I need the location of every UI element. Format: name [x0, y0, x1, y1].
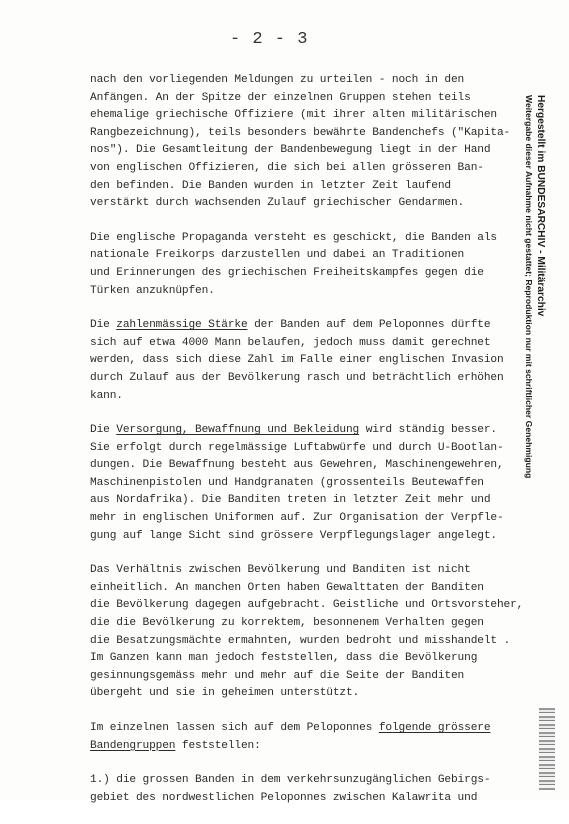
text-segment: ehemalige griechische Offiziere (mit ihrer alten militärischen — [90, 109, 497, 122]
text-line — [90, 388, 520, 406]
text-segment: die die Bevölkerung zu korrektem, besonnenem Verhalten gegen — [90, 617, 484, 630]
text-segment: und Erinnerungen des griechischen Freiheitskampfes gegen die — [90, 266, 484, 279]
text-line — [90, 685, 520, 703]
text-segment: von englischen Offizieren, die sich bei allen grösseren Ban- — [90, 161, 484, 174]
archive-stamp-line-1: Hergestellt im BUNDESARCHIV - Militärarchiv — [535, 95, 546, 317]
text-segment: der Banden auf dem Peloponnes dürfte — [247, 319, 491, 332]
text-segment: mehr in englischen Uniformen auf. Zur Organisation der Verpfle- — [90, 512, 504, 525]
text-line — [90, 597, 524, 615]
archive-stamp — [523, 95, 557, 685]
text-segment: gesinnungsgemäss mehr und mehr auf die Seite der Banditen — [90, 669, 465, 682]
edge-barcode-mark — [539, 708, 555, 790]
text-segment: wird ständig besser. — [359, 424, 497, 437]
text-line — [90, 335, 520, 353]
text-segment: dungen. Die Bewaffnung besteht aus Gewehren, Maschinengewehren, — [90, 459, 504, 472]
text-line — [90, 457, 520, 475]
paragraph — [90, 720, 520, 755]
paragraph — [90, 562, 524, 703]
text-segment: übergeht und sie in geheimen unterstützt. — [90, 687, 360, 700]
text-segment: nationale Freikorps darzustellen und dabei an Traditionen — [90, 249, 465, 262]
text-line — [90, 633, 520, 651]
text-line — [90, 772, 520, 790]
text-line — [90, 90, 520, 108]
text-line — [90, 440, 520, 458]
underlined-phrase: zahlenmässige Stärke — [116, 319, 248, 332]
text-segment: verstärkt durch wachsenden Zulauf griechischer Gendarmen. — [90, 197, 465, 210]
text-segment: feststellen: — [175, 739, 261, 752]
text-segment: sich auf etwa 4000 Mann belaufen, jedoch muss damit gerechnet — [90, 336, 491, 349]
text-segment: gebiet des nordwestlichen Peloponnes zwischen Kalawrita und — [90, 791, 478, 804]
text-line — [90, 650, 520, 668]
text-line — [90, 125, 520, 143]
text-line — [90, 178, 520, 196]
text-segment: den befinden. Die Banden wurden in letzter Zeit laufend — [90, 179, 451, 192]
paragraph — [90, 772, 520, 807]
text-segment: nos"). Die Gesamtleitung der Bandenbewegung liegt in der Hand — [90, 144, 491, 157]
text-line — [90, 510, 520, 528]
text-segment: aus Nordafrika). Die Banditen treten in letzter Zeit mehr und — [90, 494, 491, 507]
text-segment: Sie erfolgt durch regelmässige Luftabwürfe und durch U-Bootlan- — [90, 441, 504, 454]
text-segment: Die — [90, 319, 117, 332]
text-line — [90, 265, 520, 283]
text-segment: Das Verhältnis zwischen Bevölkerung und Banditen ist nicht — [90, 564, 471, 577]
text-segment: werden, dass sich diese Zahl im Falle einer englischen Invasion — [90, 354, 504, 367]
document-body — [90, 72, 524, 824]
text-segment: Anfängen. An der Spitze der einzelnen Gruppen stehen teils — [90, 91, 471, 104]
text-segment: Die — [90, 424, 117, 437]
text-segment: Im einzelnen lassen sich auf dem Peloponnes — [90, 722, 379, 734]
text-segment: durch Zulauf aus der Bevölkerung rasch und beträchtlich erhöhen — [90, 371, 504, 384]
text-line — [90, 142, 520, 160]
paragraph — [90, 422, 520, 545]
text-segment: Rangbezeichnung), teils besonders bewährte Bandenchefs ("Kapita- — [90, 126, 511, 139]
text-line — [90, 580, 520, 598]
text-segment: die Besatzungsmächte ermahnten, wurden bedroht und misshandelt . — [90, 634, 511, 647]
page-number: - 2 - 3 — [230, 30, 309, 49]
text-line — [90, 317, 520, 335]
underlined-phrase: Bandengruppen — [90, 739, 176, 752]
text-segment: einheitlich. An manchen Orten haben Gewalttaten der Banditen — [90, 581, 484, 594]
text-line — [90, 283, 520, 301]
text-line — [90, 720, 520, 738]
text-line — [90, 422, 520, 440]
text-line — [90, 492, 520, 510]
text-line — [90, 160, 520, 178]
text-line — [90, 230, 520, 248]
text-segment: gung auf lange Sicht sind grössere Verpflegungslager angelegt. — [90, 529, 497, 542]
text-line — [90, 790, 520, 808]
underlined-phrase: Versorgung, Bewaffnung und Bekleidung — [116, 424, 360, 437]
text-line — [90, 528, 520, 546]
underlined-phrase: folgende grössere — [378, 722, 491, 734]
archive-stamp-line-2: Weitergabe dieser Aufnahme nicht gestattet; Reproduktion nur mit schriftlicher Genehmigung — [524, 95, 534, 479]
text-line — [90, 738, 520, 756]
text-segment: kann. — [90, 389, 123, 402]
text-segment: Die englische Propaganda versteht es geschickt, die Banden als — [90, 231, 497, 244]
text-segment: Im Ganzen kann man jedoch feststellen, dass die Bevölkerung — [90, 652, 478, 665]
text-line — [90, 247, 520, 265]
text-line — [90, 668, 520, 686]
text-segment: Türken anzuknüpfen. — [90, 284, 215, 297]
text-line — [90, 562, 520, 580]
paragraph — [90, 317, 520, 405]
paragraph — [90, 230, 520, 300]
text-line — [90, 352, 520, 370]
text-segment: nach den vorliegenden Meldungen zu urteilen - noch in den — [90, 74, 465, 86]
text-segment: die Bevölkerung dagegen aufgebracht. Geistliche und Ortsvorsteher, — [90, 599, 524, 612]
text-line — [90, 195, 520, 213]
paragraph — [90, 72, 520, 213]
text-line — [90, 475, 520, 493]
text-line — [90, 615, 520, 633]
text-line — [90, 72, 520, 90]
text-line — [90, 107, 520, 125]
text-line — [90, 370, 520, 388]
text-segment: Maschinenpistolen und Handgranaten (grossenteils Beutewaffen — [90, 476, 484, 489]
text-segment: 1.) die grossen Banden in dem verkehrsunzugänglichen Gebirgs- — [90, 774, 491, 787]
